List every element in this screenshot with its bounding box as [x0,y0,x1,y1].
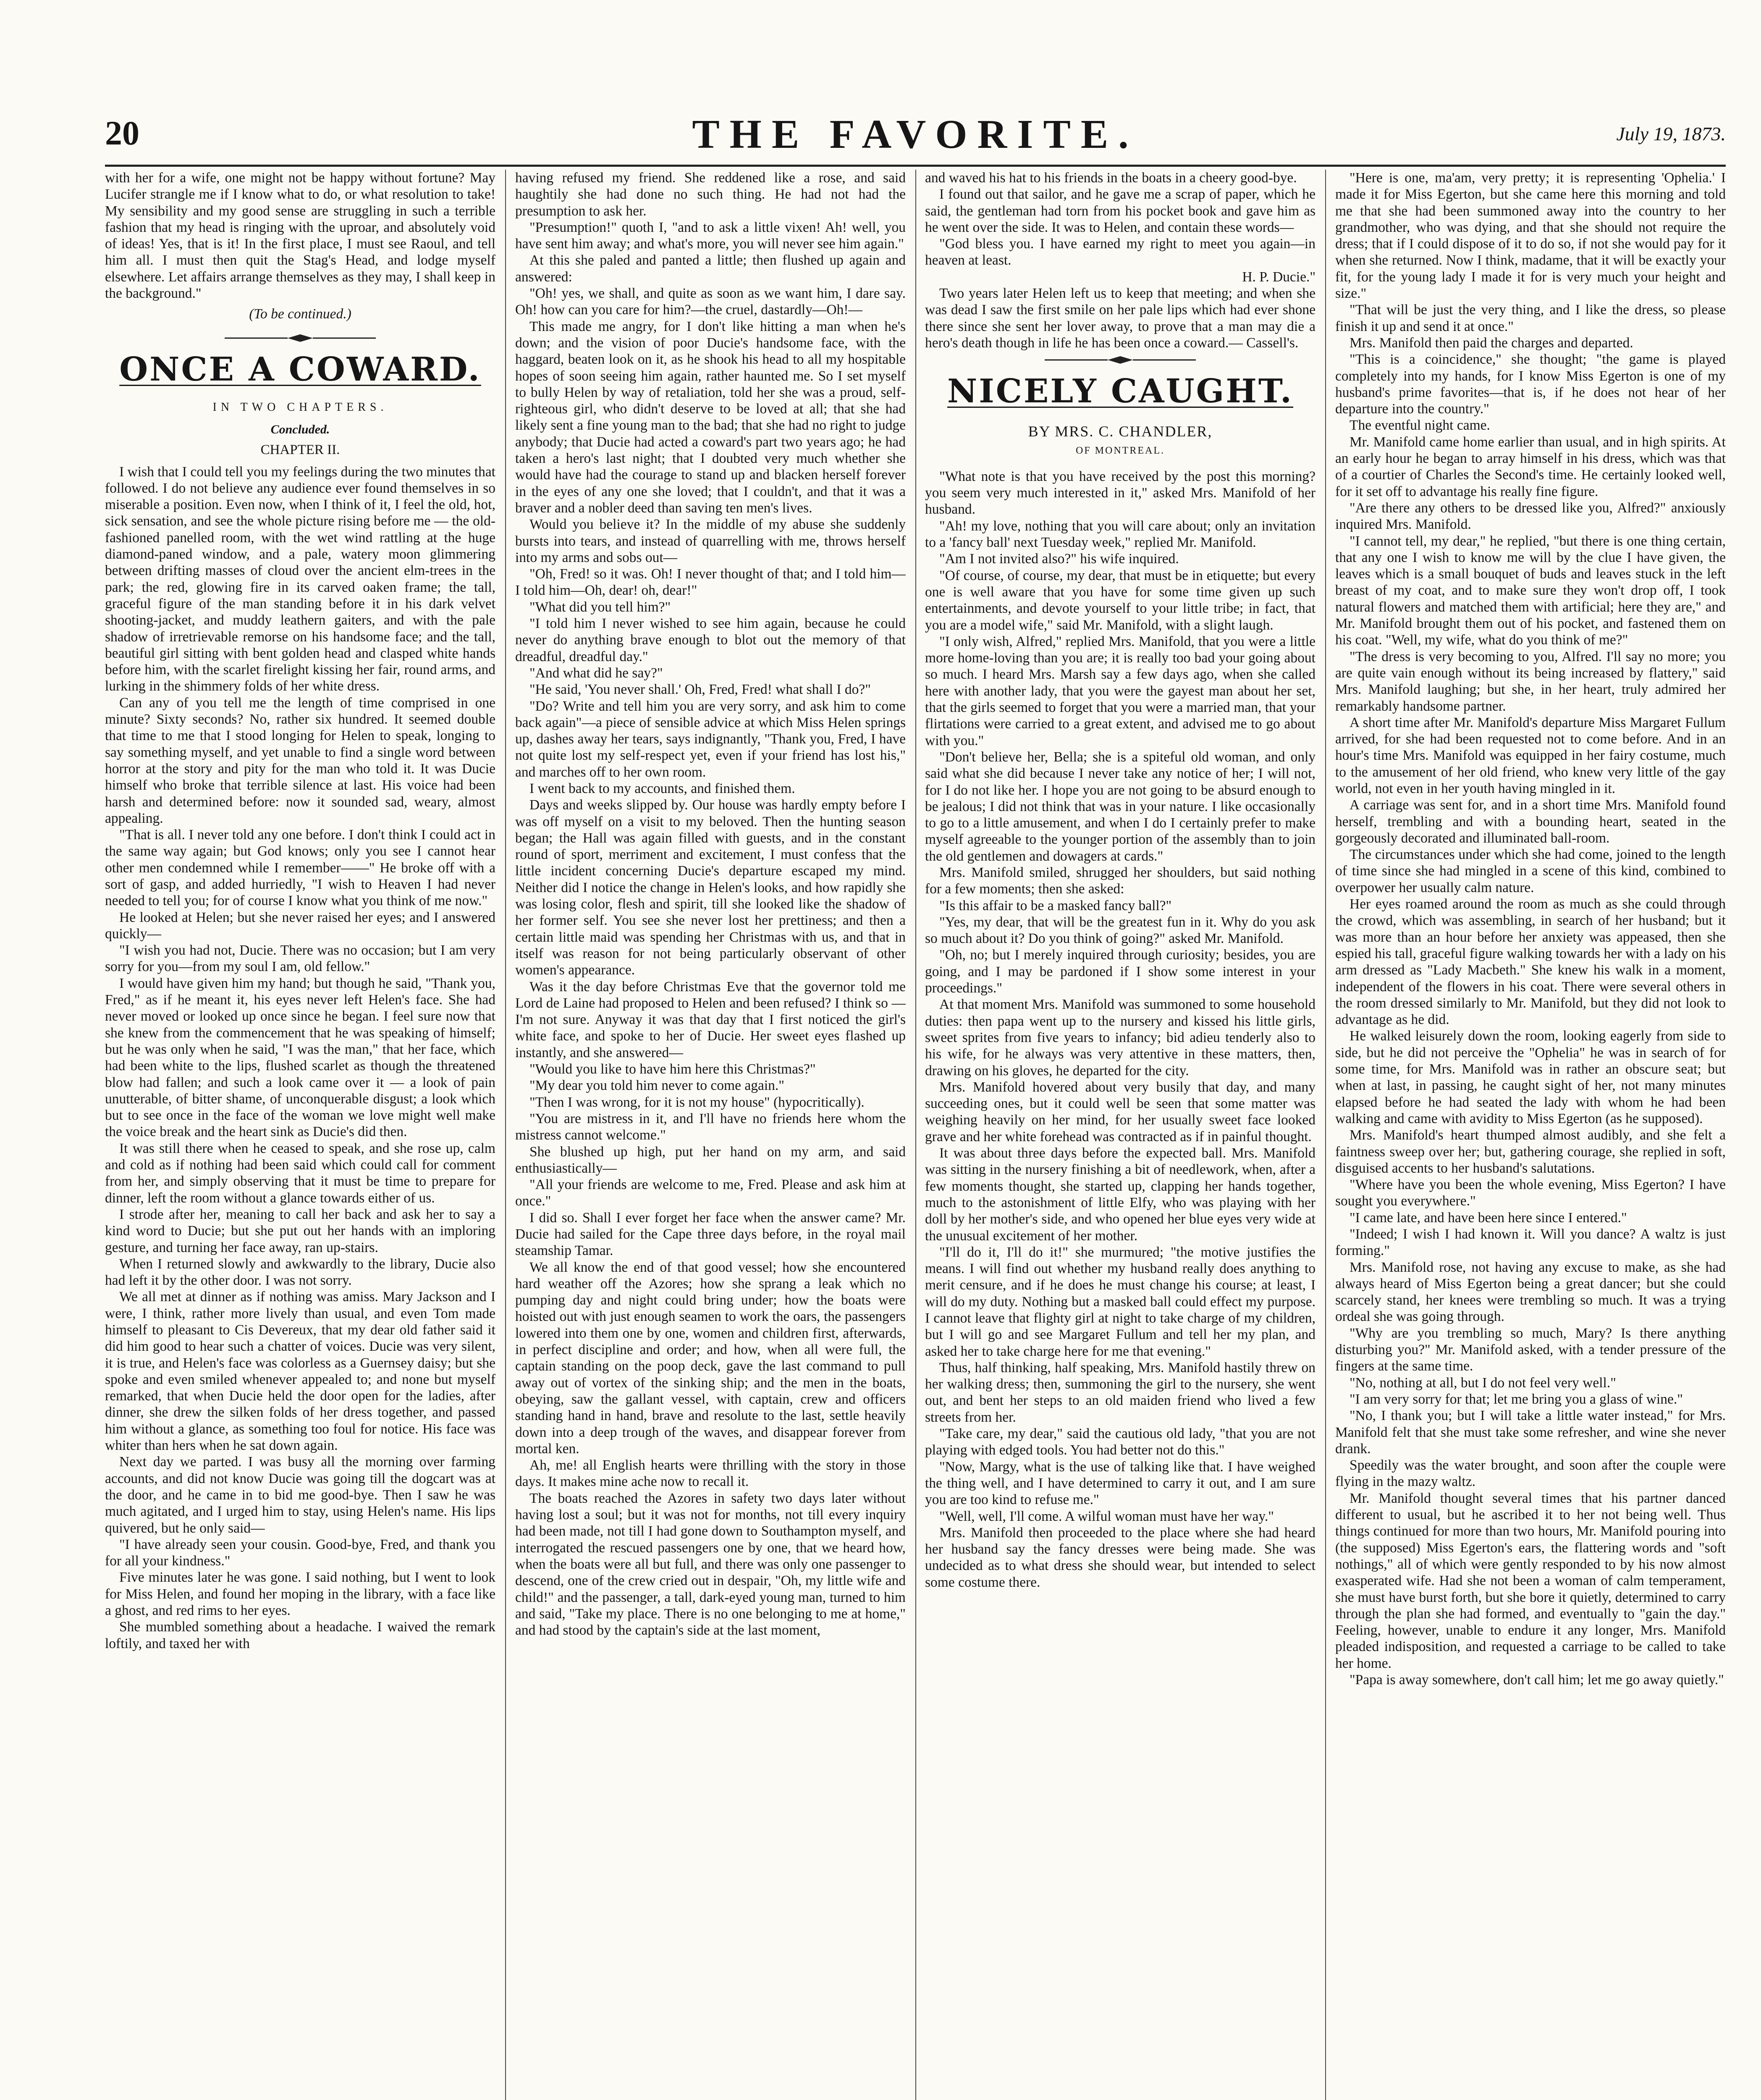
paragraph: "Yes, my dear, that will be the greatest fun in it. Why do you ask so much about it? Do you think of going?" asked Mr. Manifold. [925,914,1316,947]
paragraph: I found out that sailor, and he gave me a scrap of paper, which he said, the gentleman had torn from his pocket book and gave him as he went over the side. It was to Helen, and contain these words— [925,186,1316,235]
paragraph: "I only wish, Alfred," replied Mrs. Manifold, that you were a little more home-loving than you are; it is really too bad your going about so much. I heard Mrs. Marsh say a few days ago, when she called here with another lady, that you were the gayest man about her set, that the girls seemed to forget that you were a married man, that your flirtations were carried to a great extent, and advised me to go about with you." [925,633,1316,748]
paragraph: "I told him I never wished to see him again, because he could never do anything brave enough to blot out the memory of that dreadful, dreadful day." [515,616,906,664]
paragraph: "And what did he say?" [529,665,663,681]
paragraph: with her for a wife, one might not be happy without fortune? May Lucifer strangle me if I know what to do, or what resolution to take! My sensibility and my good sense are struggling in such a terrible fashion that my head is ringing with the uproar, and absolutely void of ideas! Yes, that is it! In the first place, I must see Raoul, and tell him all. I must then quit the Stag's Head, and lodge myself elsewhere. Let affairs arrange themselves as they may, I shall keep in the background." [105,170,495,302]
paragraph: We all know the end of that good vessel; how she encountered hard weather off the Azores; how she sprang a leak which no pumping day and night could bring under; how the boats were hoisted out with just enough seamen to work the oars, the passengers lowered into them one by one, women and children first, afterwards, in perfect discipline and order; and how, when all were full, the captain standing on the poop deck, gave the last command to pull away out of vortex of the sinking ship; and the men in the boats, obeying, saw the gallant vessel, with captain, crew and officers standing hand in hand, brave and resolute to the last, settle heavily down into a deep trough of the waves, and disappear forever from mortal ken. [515,1259,906,1457]
story-title: ONCE A COWARD. [119,350,481,388]
paragraph: "I came late, and have been here since I entered." [1350,1210,1627,1226]
paragraph: "Take care, my dear," said the cautious old lady, "that you are not playing with edged tools. You had better not do this." [925,1426,1316,1458]
paragraph: When I returned slowly and awkwardly to the library, Ducie also had left it by the other door. I was not sorry. [105,1256,495,1289]
paragraph: Would you believe it? In the middle of my abuse she suddenly bursts into tears, and instead of quarrelling with me, throws herself into my arms and sobs out— [515,517,906,565]
paragraph: Two years later Helen left us to keep that meeting; and when she was dead I saw the first smile on her pale lips which had ever shone there since she sent her lover away, to prove that a man may die a hero's death though in life he has been once a coward.— Cassell's. [925,286,1316,351]
paragraph: "Well, well, I'll come. A wilful woman must have her way." [939,1508,1274,1524]
paragraph: Mr. Manifold came home earlier than usual, and in high spirits. At an early hour he began to array himself in his dress, which was that of a courtier of Charles the Second's time. He certainly looked well, for it set off to advantage his really fine figure. [1335,434,1726,499]
paragraph: "Don't believe her, Bella; she is a spiteful old woman, and only said what she did because I never take any notice of her; I will not, for I do not like her. I hope you are not going to be absurd enough to be jealous; I did not think that was in your nature. I like occasionally to go to a little amusement, and when I do I certainly prefer to make myself agreeable to the younger portion of the assembly than to join the old gentlemen and dowagers at cards." [925,749,1316,864]
paragraph: "I am very sorry for that; let me bring you a glass of wine." [1350,1391,1683,1407]
paragraph: "I'll do it, I'll do it!" she murmured; "the motive justifies the means. I will find out whether my husband really does anything to merit censure, and if he does he must change his course; at least, I will do my duty. Nothing but a masked ball could effect my purpose. I cannot leave that flighty girl at night to take charge of my children, but I will go and see Margaret Fullum and tell her my plan, and asked her to take charge here for me that evening." [925,1244,1316,1359]
paragraph: "The dress is very becoming to you, Alfred. I'll say no more; you are quite vain enough without its being increased by flattery," said Mrs. Manifold laughing; but she, in her heart, truly admired her remarkably handsome partner. [1335,648,1726,714]
paragraph: "Ah! my love, nothing that you will care about; only an invitation to a 'fancy ball' next Tuesday week," replied Mr. Manifold. [925,518,1316,551]
paragraph: Mrs. Manifold then proceeded to the place where she had heard her husband say the fancy dresses were being made. She was undecided as to what dress she should wear, but intended to select some costume there. [925,1525,1316,1590]
paragraph: The circumstances under which she had come, joined to the length of time since she had mingled in a scene of this kind, combined to overpower her usually calm nature. [1335,847,1726,895]
column-4 [1335,170,1726,2100]
paragraph: I did so. Shall I ever forget her face when the answer came? Mr. Ducie had sailed for the Cape three days before, in the royal mail steamship Tamar. [515,1210,906,1259]
paragraph: She mumbled something about a headache. I waived the remark loftily, and taxed her with [105,1619,495,1651]
paragraph: "Do? Write and tell him you are very sorry, and ask him to come back again"—a piece of sensible advice at which Miss Helen springs up, dashes away her tears, says indignantly, "Thank you, Fred, I have not quite lost my self-respect yet, even if your friend has lost his," and marches off to her own room. [515,698,906,780]
paragraph: "All your friends are welcome to me, Fred. Please and ask him at once." [515,1177,906,1209]
paragraph: "That will be just the very thing, and I like the dress, so please finish it up and send it at once." [1335,302,1726,334]
paragraph: Thus, half thinking, half speaking, Mrs. Manifold hastily threw on her walking dress; then, summoning the girl to the nursery, she went out, and bent her steps to an old maiden friend who lived a few streets from her. [925,1360,1316,1425]
concluded-label: Concluded. [270,422,330,436]
byline-place: OF MONTREAL. [1075,445,1165,456]
paragraph: The boats reached the Azores in safety two days later without having lost a soul; but it was not for months, not till every inquiry had been made, not till I had gone down to Southampton myself, and interrogated the rescued passengers one by one, that we heard how, when the boats were all but full, and there was only one passenger to descend, one of the crew cried out in despair, "Oh, my little wife and child!" and the passenger, a tall, dark-eyed young man, turned to him and said, "Take my place. There is no one belonging to me at home," and had stood by the captain's side at the last moment, [515,1490,906,1638]
paragraph: Days and weeks slipped by. Our house was hardly empty before I was off myself on a visit to my beloved. Then the hunting season began; the Hall was again filled with guests, and in the constant round of sport, merriment and excitement, I must confess that the little incident concerning Ducie's departure escaped my mind. Neither did I notice the change in Helen's looks, and how rapidly she was losing color, flesh and spirit, till she looked like the shadow of her former self. You see she never lost her prettiness; and then a certain little maid was spending her Christmas with us, and that in itself was reason for not being particularly observant of other women's appearance. [515,797,906,978]
paragraph: Her eyes roamed around the room as much as she could through the crowd, which was assembling, in search of her husband; but it was more than an hour before her anxiety was appeased, then she espied his tall, graceful figure walking towards her with a lady on his arm dressed as "Lady Macbeth." She knew his walk in a moment, independent of the flowers in his coat. There were several others in the room dressed similarly to Mr. Manifold, but they did not look to advantage as he did. [1335,896,1726,1028]
paragraph: "Presumption!" quoth I, "and to ask a little vixen! Ah! well, you have sent him away; and what's more, you will never see him again." [515,219,906,252]
paragraph: Can any of you tell me the length of time comprised in one minute? Sixty seconds? No, rather six hundred. It seemed double that time to me that I stood longing for Helen to speak, longing to say something myself, and yet unable to find a single word between horror at the story and pity for the man who told it. It was Ducie himself who broke that terrible silence at last. His voice had been harsh and determined before: now it sounded sad, weary, almost appealing. [105,695,495,826]
paragraph: Speedily was the water brought, and soon after the couple were flying in the mazy waltz. [1335,1457,1726,1490]
paragraph: Mrs. Manifold rose, not having any excuse to make, as she had always heard of Miss Egerton being a great dancer; but she could scarcely stand, her knees were trembling so much. It was a trying ordeal she was going through. [1335,1259,1726,1325]
paragraph: "Is this affair to be a masked fancy ball?" [939,898,1172,914]
paragraph: "No, I thank you; but I will take a little water instead," for Mrs. Manifold felt that she must take some refresher, and wine she never drank. [1335,1408,1726,1457]
paragraph: It was about three days before the expected ball. Mrs. Manifold was sitting in the nursery finishing a bit of needlework, when, after a few moments thought, she started up, clapping her hands together, much to the astonishment of little Elfy, who was playing with her doll by her mother's side, and who opened her blue eyes very wide at the unusual excitement of her mother. [925,1145,1316,1244]
ornament-divider-icon [225,333,376,343]
paragraph: "God bless you. I have earned my right to meet you again—in heaven at least. [925,236,1316,268]
masthead-rule [105,165,1726,167]
column-1 [105,170,495,2100]
paragraph: "Of course, of course, my dear, that must be in etiquette; but every one is well aware that you have for some time given up such entertainments, and devote yourself to your little tribe; in fact, that you are a model wife," said Mr. Manifold, with a slight laugh. [925,567,1316,633]
paragraph: He walked leisurely down the room, looking eagerly from side to side, but he did not perceive the "Ophelia" he was in search of for some time, for Mrs. Manifold was in rather an obscure seat; but when at last, in passing, he caught sight of her, not many minutes elapsed before he had seated the lady with whom he had been walking and came with avidity to Miss Egerton (as he supposed). [1335,1028,1726,1126]
paragraph: At that moment Mrs. Manifold was summoned to some household duties: then papa went up to the nursery and kissed his little girls, sweet sprites from five years to infancy; bid adieu tenderly also to his wife, for he always was very attentive in these matters, then, drawing on his gloves, he departed for the city. [925,997,1316,1079]
story-title: NICELY CAUGHT. [947,372,1294,411]
masthead [105,110,1726,165]
paragraph: "He said, 'You never shall.' Oh, Fred, Fred! what shall I do?" [529,682,871,698]
paragraph: At this she paled and panted a little; then flushed up again and answered: [515,252,906,285]
article-columns [105,170,1726,2100]
paragraph: Five minutes later he was gone. I said nothing, but I went to look for Miss Helen, and found her moping in the library, with a face like a ghost, and red rims to her eyes. [105,1570,495,1619]
paragraph: "Now, Margy, what is the use of talking like that. I have weighed the thing well, and I have determined to carry it out, and I am sure you are too kind to refuse me." [925,1459,1316,1508]
column-rule [505,170,506,2100]
column-3 [925,170,1316,2100]
paragraph: A short time after Mr. Manifold's departure Miss Margaret Fullum arrived, for she had been requested not to come before. And in an hour's time Mrs. Manifold was equipped in her fairy costume, much to the amusement of her old friend, who knew very little of the gay world, not even in her youth having mingled in it. [1335,714,1726,796]
story-subtitle: IN TWO CHAPTERS. [212,400,388,414]
issue-date: July 19, 1873. [1616,123,1726,144]
paragraph: "Oh, no; but I merely inquired through curiosity; besides, you are going, and I may be pardoned if I show some interest in your proceedings." [925,947,1316,996]
paragraph: We all met at dinner as if nothing was amiss. Mary Jackson and I were, I think, rather more lively than usual, and even Tom made himself to pleasant to Cis Devereux, that my dear old father said it did him good to hear such a chatter of voices. Ducie was very silent, it is true, and Helen's face was colorless as a Guernsey daisy; but she spoke and even smiled whenever appealed to; and none but myself remarked, that when Ducie held the door open for the ladies, after dinner, she drew the silken folds of her dress together, and passed him without a glance, as something too foul for notice. His face was whiter than hers when he sat down again. [105,1289,495,1454]
paragraph: "What did you tell him?" [529,599,671,615]
paragraph: "I cannot tell, my dear," he replied, "but there is one thing certain, that any one I wish to know me will by the clue I have given, the leaves which is a small bouquet of buds and leaves stuck in the left breast of my coat, and to make sure they won't drop off, I took natural flowers and matched them with artificial; here they are," and Mr. Manifold brought them out of his pocket, and fastened them on his coat. "Well, my wife, what do you think of me?" [1335,533,1726,648]
paragraph: "Papa is away somewhere, don't call him; let me go away quietly." [1350,1672,1724,1688]
paragraph: "Indeed; I wish I had known it. Will you dance? A waltz is just forming." [1335,1226,1726,1259]
paragraph: Was it the day before Christmas Eve that the governor told me Lord de Laine had proposed to Helen and been refused? I think so — I'm not sure. Anyway it was that day that I first noticed the girl's white face, and spoke to her of Ducie. Her sweet eyes flashed up instantly, and she answered— [515,979,906,1060]
paragraph: This made me angry, for I don't like hitting a man when he's down; and the vision of poor Ducie's handsome face, with the haggard, beaten look on it, as he shook his head to all my hospitable hopes of soon seeing him again, rather haunted me. So I set myself to bully Helen by way of retaliation, told her she was a proud, self-righteous girl, who didn't deserve to be loved at all; that she had likely sent a fine young man to the bad; that she had no right to judge anybody; that Ducie had acted a coward's part two years ago; he had taken a hero's last night; that I doubted very much whether she would have had the courage to stand up and blacken herself forever in the eyes of any one she loved; that I couldn't, and that it was a braver and a nobler deed than saving ten men's lives. [515,318,906,516]
paragraph: It was still there when he ceased to speak, and she rose up, calm and cold as if nothing had been said which could call for comment from her, and simply observing that it must be time to prepare for dinner, left the room without a glance towards either of us. [105,1140,495,1206]
paragraph: He looked at Helen; but she never raised her eyes; and I answered quickly— [105,909,495,942]
paragraph: Mr. Manifold thought several times that his partner danced different to usual, but he ascribed it to her not being well. Thus things continued for more than two hours, Mr. Manifold pouring into (the supposed) Miss Egerton's ears, the flattering words and "soft nothings," all of which were gently responded to by his now almost exasperated wife. Had she not been a woman of calm temperament, she must have burst forth, but she bore it quietly, determined to carry through the plan she had formed, and eventually to "gain the day." Feeling, however, unable to endure it any longer, Mrs. Manifold pleaded indisposition, and requested a carriage to be called to take her home. [1335,1490,1726,1671]
paragraph: "My dear you told him never to come again." [529,1078,784,1094]
paragraph: Next day we parted. I was busy all the morning over farming accounts, and did not know Ducie was going till the dogcart was at the door, and he came in to bid me good-bye. Then I saw he was much agitated, and I urged him to stay, using Helen's name. His lips quivered, but he only said— [105,1454,495,1536]
paragraph: Mrs. Manifold smiled, shrugged her shoulders, but said nothing for a few moments; then she asked: [925,864,1316,897]
paragraph: She blushed up high, put her hand on my arm, and said enthusiastically— [515,1144,906,1176]
paragraph: I went back to my accounts, and finished them. [529,780,795,796]
paragraph: "Oh! yes, we shall, and quite as soon as we want him, I dare say. Oh! how can you care for him?—the cruel, dastardly—Oh!— [515,286,906,318]
paragraph: "Am I not invited also?" his wife inquired. [939,551,1179,567]
paragraph: having refused my friend. She reddened like a rose, and said haughtily she had done no such thing. He had not had the presumption to ask her. [515,170,906,219]
paragraph: "Are there any others to be dressed like you, Alfred?" anxiously inquired Mrs. Manifold. [1335,500,1726,533]
paragraph: "Why are you trembling so much, Mary? Is there anything disturbing you?" Mr. Manifold asked, with a tender pressure of the fingers at the same time. [1335,1325,1726,1374]
paragraph: "You are mistress in it, and I'll have no friends here whom the mistress cannot welcome." [515,1110,906,1143]
paragraph: I would have given him my hand; but though he said, "Thank you, Fred," as if he meant it, his eyes never left Helen's face. She had never moved or looked up once since he began. I feel sure now that she knew from the commencement that he was speaking of himself; but he was only when he said, "I was the man," that her face, which had been white to the lips, flushed scarlet as though the threatened blow had fallen; and such a look came over it — a look of pain unutterable, of bitter shame, of unconquerable disgust; a look which but to see once in the face of the woman we love might well make the voice break and the heart sink as Ducie's did then. [105,975,495,1140]
to-be-continued: (To be continued.) [249,306,351,322]
chapter-heading: CHAPTER II. [260,442,340,458]
paragraph: I wish that I could tell you my feelings during the two minutes that followed. I do not believe any audience ever found themselves in so miserable a position. Even now, when I think of it, I feel the old, hot, sick sensation, and see the whole picture rising before me — the old-fashioned panelled room, with the wet wind rattling at the huge diamond-paned window, and a pale, watery moon glimmering between drifting masses of cloud over the ancient elm-trees in the park; the red, glowing fire in its carved oaken frame; the tall, graceful figure of the man standing before it in his dark velvet shooting-jacket, and muddy leathern gaiters, and with the pale shadow of irretrievable remorse on his handsome face; and the tall, beautiful girl sitting with bent golden head and clasped white hands before him, with the scarlet firelight kissing her fair, round arms, and lurking in the shimmery folds of her white dress. [105,464,495,694]
paragraph: "Oh, Fred! so it was. Oh! I never thought of that; and I told him—I told him—Oh, dear! oh, dear!" [515,566,906,598]
paragraph: "Would you like to have him here this Christmas?" [529,1061,816,1077]
paragraph: and waved his hat to his friends in the boats in a cheery good-bye. [925,170,1297,186]
paragraph: Mrs. Manifold hovered about very busily that day, and many succeeding ones, but it could well be seen that some matter was weighing heavily on her mind, for her usually sweet face looked grave and her white forehead was contracted as if in painful thought. [925,1079,1316,1144]
column-rule [1325,170,1326,2100]
paragraph: "I have already seen your cousin. Good-bye, Fred, and thank you for all your kindness." [105,1536,495,1569]
paragraph: "Then I was wrong, for it is not my house" (hypocritically). [529,1094,865,1110]
paragraph: Mrs. Manifold's heart thumped almost audibly, and she felt a faintness sweep over her; but, gathering courage, she replied in soft, disguised accents to her husband's salutations. [1335,1127,1726,1176]
paragraph: Mrs. Manifold then paid the charges and departed. [1350,335,1633,351]
paragraph: Ah, me! all English hearts were thrilling with the story in those days. It makes mine ache now to recall it. [515,1457,906,1490]
newspaper-title: THE FAVORITE. [692,112,1139,157]
paragraph: I strode after her, meaning to call her back and ask her to say a kind word to Ducie; but she put out her hands with an imploring gesture, and turning her face away, ran up-stairs. [105,1206,495,1255]
paragraph: A carriage was sent for, and in a short time Mrs. Manifold found herself, trembling and with a bounding heart, seated in the gorgeously decorated and illuminated ball-room. [1335,797,1726,846]
ornament-divider-icon [1045,355,1196,365]
page-number: 20 [105,114,139,152]
paragraph: "That is all. I never told any one before. I don't think I could act in the same way again; but God knows; only you see I cannot hear other men condemned while I remember——" He broke off with a sort of gasp, and added hurriedly, "I wish to Heaven I had never needed to tell you; for of course I know what you think of me now." [105,827,495,909]
signature: H. P. Ducie." [1242,269,1316,285]
column-rule [915,170,916,2100]
byline: BY MRS. C. CHANDLER, [1028,423,1213,440]
paragraph: "This is a coincidence," she thought; "the game is played completely into my hands, for I know Miss Egerton is one of my husband's prime favorites—that is, if he does not hear of her departure into the country." [1335,352,1726,417]
paragraph: "No, nothing at all, but I do not feel very well." [1350,1375,1616,1391]
paragraph: "Where have you been the whole evening, Miss Egerton? I have sought you everywhere." [1335,1177,1726,1209]
paragraph: "I wish you had not, Ducie. There was no occasion; but I am very sorry for you—from my soul I am, old fellow." [105,942,495,975]
paragraph: The eventful night came. [1350,417,1490,433]
column-2 [515,170,906,2100]
paragraph: "What note is that you have received by the post this morning? you seem very much interested in it," asked Mrs. Manifold of her husband. [925,468,1316,517]
paragraph: "Here is one, ma'am, very pretty; it is representing 'Ophelia.' I made it for Miss Egerton, but she came here this morning and told me that she had been summoned away into the country to her grandmother, who was dying, and that she should not require the dress; that if I could dispose of it to do so, if not she would pay for it when she returned. Now I think, madame, that it will be exactly your fit, for the young lady I made it for is very much your height and size." [1335,170,1726,302]
